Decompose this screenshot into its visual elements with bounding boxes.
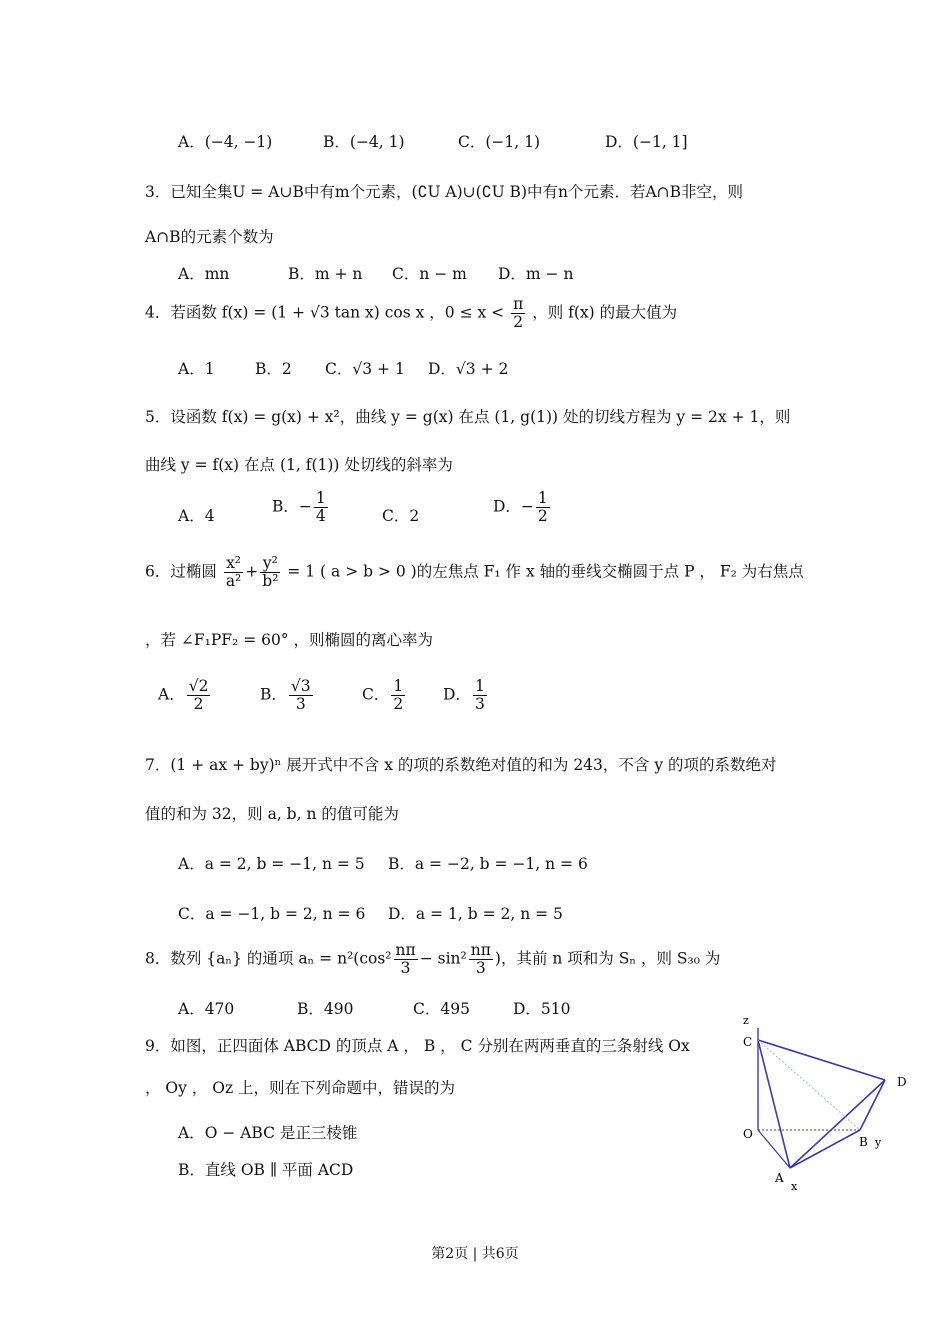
q6-stem-line1	[145, 555, 804, 590]
q8-suffix: )，其前 n 项和为 Sₙ ，则 S₃₀ 为	[494, 949, 721, 968]
q8-option-d: D．510	[513, 1000, 571, 1018]
q2-option-d: D．(−1, 1]	[605, 133, 688, 151]
q5-d-den: 2	[537, 507, 548, 526]
q6-option-a	[158, 678, 212, 713]
q6-f1-den: a²	[225, 572, 242, 591]
q8-minus: − sin²	[419, 949, 467, 968]
q8-option-a: A．470	[178, 1000, 235, 1018]
page-footer: 第2页 | 共6页	[431, 1246, 519, 1262]
label-x: x	[791, 1180, 798, 1193]
q6-a-den: 2	[193, 695, 204, 714]
q6-a-num: √2	[188, 677, 209, 695]
q3-stem-line2: A∩B的元素个数为	[145, 228, 274, 246]
q4-option-d: D．√3 + 2	[428, 360, 509, 378]
q4-stem-after: ，则 f(x) 的最大值为	[532, 303, 678, 322]
q5-option-d	[493, 490, 552, 525]
q5-stem-line2: 曲线 y = f(x) 在点 (1, f(1)) 处切线的斜率为	[145, 456, 453, 474]
q3-option-c: C．n − m	[392, 265, 467, 283]
q3-option-d: D．m − n	[498, 265, 574, 283]
q8-frac-1	[394, 942, 418, 977]
q6-b-den: 3	[295, 695, 306, 714]
q6-a-label: A．	[158, 685, 185, 704]
edge-ad	[790, 1080, 885, 1168]
q3-stem-line1: 3．已知全集U = A∪B中有m个元素，(∁U A)∪(∁U B)中有n个元素．若A∩B非空，则	[145, 183, 744, 201]
q6-c-den: 2	[393, 695, 404, 714]
q6-option-d	[443, 678, 489, 713]
q6-f2-num: y²	[260, 555, 280, 573]
q5-option-d-fraction	[536, 490, 550, 525]
label-y: y	[875, 1136, 882, 1149]
q7-option-d: D．a = 1, b = 2, n = 5	[388, 905, 563, 923]
q7-stem-line1: 7．(1 + ax + by)ⁿ 展开式中不含 x 的项的系数绝对值的和为 243，不含 y 的项的系数绝对	[145, 756, 777, 774]
label-z: z	[743, 1014, 749, 1027]
q6-prefix: 6．过椭圆	[145, 562, 217, 581]
q6-b-label: B．	[260, 685, 287, 704]
q4-fraction	[511, 296, 525, 331]
q5-option-c: C．2	[382, 507, 420, 525]
q2-option-a: A．(−4, −1)	[178, 133, 273, 151]
q4-option-a: A．1	[178, 360, 215, 378]
q5-option-b	[272, 490, 330, 525]
q9-option-b: B．直线 OB ∥ 平面 ACD	[178, 1161, 354, 1179]
label-o: O	[743, 1127, 753, 1141]
label-c: C	[743, 1035, 753, 1049]
q7-option-b: B．a = −2, b = −1, n = 6	[388, 855, 588, 873]
q6-plus: +	[245, 562, 259, 581]
q6-a-fraction	[187, 678, 211, 713]
q4-frac-den: 2	[513, 313, 524, 332]
q6-c-fraction	[391, 678, 405, 713]
tetrahedron-figure	[735, 1010, 925, 1195]
q8-option-b: B．490	[297, 1000, 354, 1018]
q7-option-c: C．a = −1, b = 2, n = 6	[178, 905, 366, 923]
q6-option-b	[260, 678, 315, 713]
q6-frac-y	[260, 555, 280, 590]
q8-prefix: 8．数列 {aₙ} 的通项 aₙ = n²(cos²	[145, 949, 392, 968]
q8-f2-num: nπ	[470, 941, 491, 959]
q6-f1-num: x²	[224, 555, 243, 573]
q7-stem-line2: 值的和为 32，则 a, b, n 的值可能为	[145, 805, 399, 823]
q8-f2-den: 3	[475, 959, 486, 978]
q8-f1-den: 3	[400, 959, 411, 978]
q6-d-fraction	[473, 678, 487, 713]
q5-b-den: 4	[315, 507, 326, 526]
q2-option-b: B．(−4, 1)	[323, 133, 405, 151]
q5-d-num: 1	[537, 489, 548, 507]
q6-c-num: 1	[393, 677, 404, 695]
q7-option-a: A．a = 2, b = −1, n = 5	[178, 855, 365, 873]
q6-c-label: C．	[362, 685, 390, 704]
edge-bd	[860, 1080, 885, 1130]
q4-stem	[145, 296, 677, 331]
q4-stem-before: 4．若函数 f(x) = (1 + √3 tan x) cos x ，0 ≤ x <	[145, 303, 505, 322]
q9-option-a: A．O − ABC 是正三棱锥	[178, 1124, 358, 1142]
q5-stem-line1: 5．设函数 f(x) = g(x) + x²，曲线 y = g(x) 在点 (1, g(1)) 处的切线方程为 y = 2x + 1，则	[145, 408, 791, 426]
q6-f2-den: b²	[262, 572, 279, 591]
q6-stem-line2: ，若 ∠F₁PF₂ = 60° ，则椭圆的离心率为	[145, 631, 434, 649]
q2-option-c: C．(−1, 1)	[458, 133, 541, 151]
q3-option-a: A．mn	[178, 265, 230, 283]
q6-b-fraction	[289, 678, 313, 713]
q4-option-c: C．√3 + 1	[325, 360, 405, 378]
label-d: D	[897, 1075, 907, 1089]
q5-option-d-prefix: D．−	[493, 497, 534, 516]
q9-stem-line2: ， Oy ， Oz 上，则在下列命题中，错误的为	[145, 1079, 456, 1097]
q8-frac-2	[469, 942, 493, 977]
q8-f1-num: nπ	[395, 941, 416, 959]
label-b: B	[859, 1135, 868, 1149]
q8-stem	[145, 942, 720, 977]
q5-option-b-prefix: B．−	[272, 497, 312, 516]
q4-option-b: B．2	[255, 360, 292, 378]
q5-b-num: 1	[315, 489, 326, 507]
q4-frac-num: π	[513, 295, 524, 313]
q6-frac-x	[224, 555, 243, 590]
label-a: A	[775, 1171, 784, 1185]
q5-option-a: A．4	[178, 507, 215, 525]
q6-d-label: D．	[443, 685, 471, 704]
q8-option-c: C．495	[413, 1000, 470, 1018]
q3-option-b: B．m + n	[288, 265, 363, 283]
q6-d-den: 3	[474, 695, 485, 714]
q6-d-num: 1	[474, 677, 485, 695]
q6-rest: = 1 ( a > b > 0 )的左焦点 F₁ 作 x 轴的垂线交椭圆于点 P ， F₂ 为右焦点	[287, 562, 804, 581]
edge-cd	[758, 1040, 885, 1080]
q6-b-num: √3	[290, 677, 311, 695]
q6-option-c	[362, 678, 407, 713]
q5-option-b-fraction	[314, 490, 328, 525]
q9-stem-line1: 9．如图，正四面体 ABCD 的顶点 A ， B ， C 分别在两两垂直的三条射线 Ox	[145, 1037, 690, 1055]
